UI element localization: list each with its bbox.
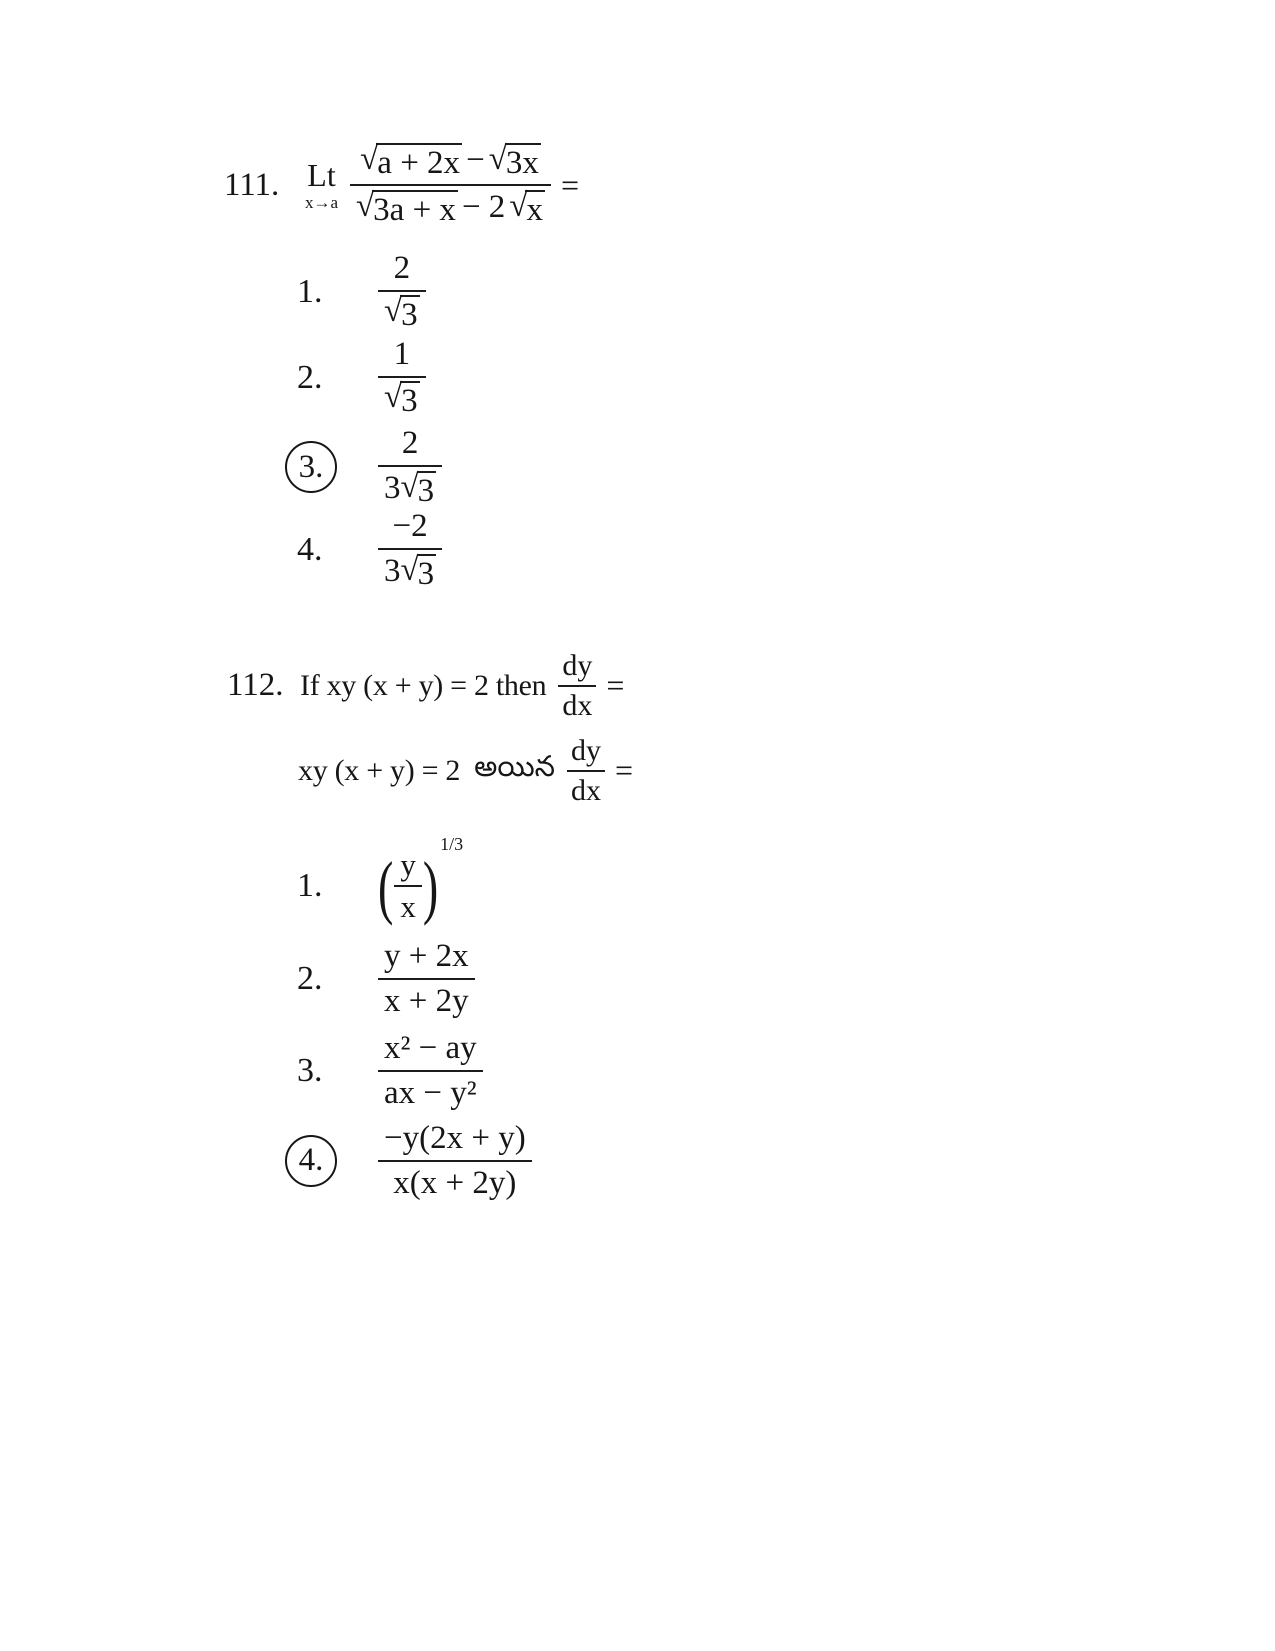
selected-answer-circle: [285, 1135, 337, 1187]
option-fraction: [378, 1030, 483, 1112]
denominator: dx: [570, 773, 601, 807]
numerator: −2: [378, 508, 442, 550]
limit-subscript: x→a: [305, 193, 339, 213]
option-fraction: [378, 425, 442, 509]
option-fraction: [378, 1120, 532, 1202]
question-112-english: [227, 649, 624, 722]
sqrt-3: [384, 378, 420, 419]
radicand: a + 2x: [377, 145, 461, 181]
option-fraction: [378, 508, 442, 592]
option-number: 2.: [297, 358, 323, 396]
option-number: 3.: [297, 1051, 323, 1089]
q111-option-3: [285, 425, 442, 509]
q112-option-4: [285, 1120, 532, 1202]
sqrt-3: [400, 551, 437, 592]
question-111-number: 111.: [224, 166, 280, 203]
radicand: 3: [401, 382, 418, 419]
q112-option-3: [297, 1030, 483, 1112]
minus-2-operator: − 2: [461, 189, 506, 226]
denominator: ax − y²: [384, 1074, 477, 1111]
right-paren: ): [422, 846, 439, 926]
derivative-fraction: [558, 649, 596, 722]
derivative-fraction: [567, 734, 605, 807]
radical-sign: √: [509, 188, 528, 225]
question-112-telugu: [298, 734, 633, 807]
numerator: x² − ay: [378, 1030, 483, 1072]
question-111: [224, 142, 579, 229]
sqrt-3: [400, 468, 437, 509]
q112-option-2: [297, 938, 475, 1020]
denominator: x + 2y: [384, 982, 469, 1019]
sqrt-a-plus-2x: [360, 143, 462, 181]
q111-option-1: [297, 250, 426, 333]
selected-answer-circle: [285, 441, 337, 493]
denominator: x(x + 2y): [393, 1164, 517, 1201]
numerator: y: [394, 848, 422, 887]
sqrt-3: [384, 292, 420, 333]
coefficient: 3: [384, 469, 401, 506]
sqrt-3x: [489, 143, 541, 181]
radical-sign: √: [360, 141, 379, 177]
denominator: [378, 467, 442, 509]
question-text: If xy (x + y) = 2 then: [300, 668, 547, 702]
numerator: 1: [378, 336, 426, 378]
radical-sign: √: [384, 378, 403, 415]
radical-sign: √: [384, 292, 403, 329]
paren-power-expression: [378, 834, 464, 926]
equals-sign: =: [614, 752, 634, 789]
option-fraction: [394, 848, 422, 924]
radicand: 3: [417, 472, 435, 509]
limit-operator: [305, 159, 338, 211]
radicand: x: [526, 192, 543, 229]
option-number: 2.: [297, 959, 323, 997]
sqrt-3a-plus-x: [356, 190, 458, 228]
numerator: dy: [567, 734, 605, 772]
q111-option-2: [297, 336, 426, 419]
equals-sign: =: [606, 667, 625, 704]
numerator: y + 2x: [378, 938, 475, 980]
option-fraction: [378, 938, 475, 1020]
limit-lt: Lt: [307, 157, 336, 194]
limit-denominator: [350, 186, 551, 228]
left-paren: (: [378, 846, 394, 926]
option-number: 1.: [297, 272, 323, 310]
numerator: dy: [558, 649, 596, 687]
radical-sign: √: [488, 141, 507, 177]
numerator: −y(2x + y): [378, 1120, 532, 1162]
option-fraction: [378, 336, 426, 419]
option-number: 3.: [298, 448, 324, 485]
radical-sign: √: [400, 468, 419, 505]
telugu-connector: అయిన: [474, 750, 555, 783]
denominator: [378, 550, 442, 592]
radicand: 3x: [505, 145, 539, 181]
option-number: 4.: [297, 531, 323, 569]
limit-expression-fraction: [350, 142, 551, 229]
option-number: 4.: [298, 1142, 324, 1179]
radicand: 3: [401, 296, 418, 333]
question-text: xy (x + y) = 2: [298, 753, 461, 787]
denominator: [378, 292, 426, 333]
numerator: 2: [378, 250, 426, 292]
coefficient: 3: [384, 552, 401, 589]
exponent: 1/3: [440, 834, 464, 854]
radicand: 3: [417, 555, 435, 592]
equals-sign: =: [560, 166, 579, 203]
q111-option-4: [297, 508, 442, 592]
radical-sign: √: [356, 188, 375, 225]
option-number: 1.: [297, 867, 323, 905]
question-112-number: 112.: [227, 667, 284, 704]
numerator: 2: [378, 425, 442, 467]
option-fraction: [378, 250, 426, 333]
denominator: x: [400, 888, 416, 924]
limit-numerator: [350, 142, 551, 186]
denominator: dx: [562, 688, 593, 722]
sqrt-x: [509, 190, 545, 228]
minus-operator: −: [466, 142, 485, 178]
radical-sign: √: [400, 551, 419, 588]
radicand: 3a + x: [373, 192, 456, 229]
denominator: [378, 378, 426, 419]
q112-option-1: [297, 834, 464, 926]
